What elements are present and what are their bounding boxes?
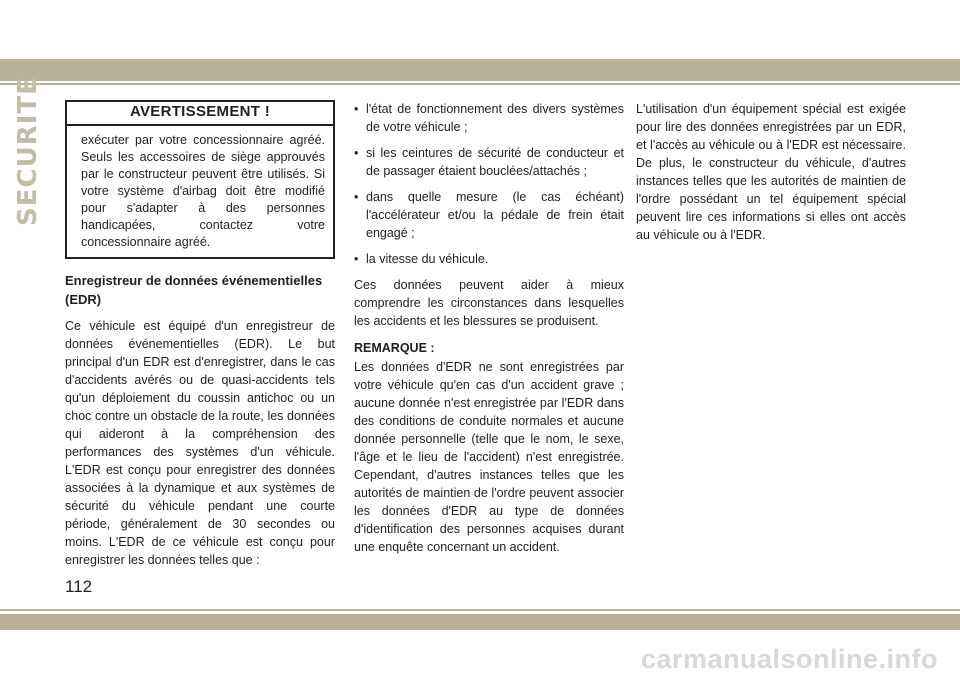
warning-box [65, 100, 335, 259]
list-item: • si les ceintures de sécurité de conducteur et de passager étaient bouclées/attachés ; [354, 144, 624, 180]
list-item: • l'état de fonctionnement des divers systèmes de votre véhicule ; [354, 100, 624, 136]
list-item: • dans quelle mesure (le cas échéant) l'accélérateur et/ou la pédale de frein était engagé ; [354, 188, 624, 242]
footer-band [0, 614, 960, 630]
edr-intro: Ce véhicule est équipé d'un enregistreur de données événementielles (EDR). Le but principal d'un EDR est d'enregistrer, dans le cas d'accidents avérés ou de quasi-accidents tels qu'un déploiement du coussin antichoc ou un choc contre un obstacle de la route, les données qui aideront à la compréhension des performances des systèmes d'un véhicule. L'EDR est conçu pour enregistrer des données associées à la dynamique et aux systèmes de sécurité du véhicule pendant une courte période, généralement de 30 secondes ou moins. L'EDR de ce véhicule est conçu pour enregistrer les données telles que : [65, 319, 335, 567]
remark-text: Les données d'EDR ne sont enregistrées par votre véhicule qu'en cas d'un accident grave ; aucune donnée n'est enregistrée par l'EDR dans des conditions de conduite normales et aucune donnée personnelle (telle que le nom, le sexe, l'âge et le lieu de l'accident) n'est enregistrée. Cependant, d'autres instances telles que les autorités de maintien de l'ordre peuvent associer les données d'EDR au type de données d'identification des personnes acquises durant une enquête concernant un accident. [354, 360, 624, 554]
edr-bullet-list [354, 100, 624, 268]
column-middle [354, 100, 624, 565]
column-right [636, 100, 906, 253]
column-left [65, 100, 335, 578]
page-number: 112 [65, 577, 93, 596]
list-item: • la vitesse du véhicule. [354, 250, 624, 268]
section-tab [8, 76, 48, 226]
warning-title: AVERTISSEMENT ! [67, 102, 333, 126]
edr-heading: Enregistreur de données événementielles (EDR) [65, 273, 323, 307]
footer-rule [0, 609, 960, 611]
section-tab-label: SECURITE [13, 76, 43, 226]
edr-usage: L'utilisation d'un équipement spécial est exigée pour lire des données enregistrées par un EDR, et l'accès au véhicule ou à l'EDR est nécessaire. De plus, le constructeur du véhicule, d'autres instances telles que les autorités de maintien de l'ordre possédant un tel équipement spécial peuvent lire ces informations si elles ont accès au véhicule ou à l'EDR. [636, 102, 906, 242]
watermark: carmanualsonline.info [640, 644, 938, 674]
edr-after-bullets: Ces données peuvent aider à mieux comprendre les circonstances dans lesquelles les accidents et les blessures se produisent. [354, 278, 624, 328]
header-band [0, 59, 960, 81]
remark-label: REMARQUE : [354, 341, 435, 355]
header-rule [0, 83, 960, 85]
warning-body: exécuter par votre concessionnaire agréé. Seuls les accessoires de siège approuvés par le constructeur peuvent être utilisés. Si votre système d'airbag doit être modifié pour s'adapter à des personnes handicapées, contactez votre concessionnaire agréé. [81, 133, 325, 249]
